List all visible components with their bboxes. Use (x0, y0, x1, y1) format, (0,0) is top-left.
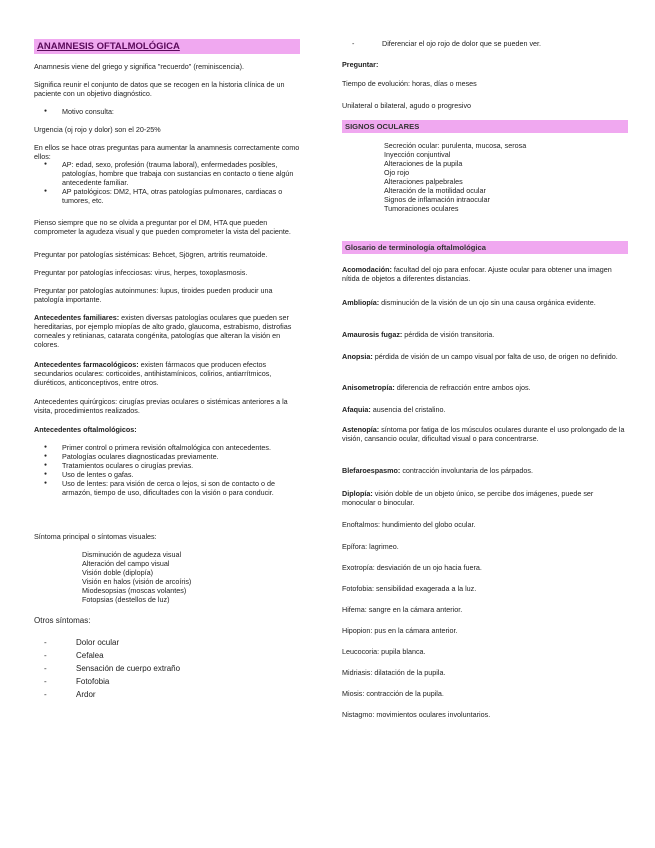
glossary-entry (342, 330, 628, 339)
visual-symptom-list (34, 550, 300, 604)
list-item: Tumoraciones oculares (384, 204, 459, 213)
glossary-definition: pérdida de visión de un campo visual por falta de uso, de origen no definido. (372, 352, 618, 361)
glossary-definition: visión doble de un objeto único, se percibe dos imágenes, puede ser monocular o binocular. (342, 489, 594, 507)
list-item: Ojo rojo (384, 168, 410, 177)
pharma-history-label: Antecedentes farmacológicos: (34, 360, 139, 369)
infectious-text: Preguntar por patologías infecciosas: virus, herpes, toxoplasmosis. (34, 268, 248, 277)
glossary-entry (342, 710, 628, 719)
glossary-term: Diplopía: (342, 489, 373, 498)
glossary-definition: lagrimeo. (367, 542, 399, 551)
other-symptoms-label: Otros síntomas: (34, 616, 91, 625)
glossary-term: Hipopion: (342, 626, 373, 635)
glossary-term: Nistagmo: (342, 710, 375, 719)
evolution-text: Tiempo de evolución: horas, días o meses (342, 79, 477, 88)
glossary-entry (342, 689, 628, 698)
list-item: - Dolor ocular (34, 636, 300, 649)
ask-label: Preguntar: (342, 60, 379, 69)
list-item: Alteraciones de la pupila (384, 159, 463, 168)
glossary-entry (342, 352, 628, 361)
glossary-entry (342, 584, 628, 593)
glossary-term: Midriasis: (342, 668, 373, 677)
glossary-entry (342, 466, 628, 475)
list-item: - Sensación de cuerpo extraño (34, 662, 300, 675)
glossary-entry (342, 542, 628, 551)
glossary-entry (342, 383, 628, 392)
ophthalmic-history-label: Antecedentes oftalmológicos: (34, 425, 137, 434)
glossary-term: Amaurosis fugaz: (342, 330, 403, 339)
list-item: Inyección conjuntival (384, 150, 451, 159)
intro-text: Anamnesis viene del griego y significa "recuerdo" (reminiscencia). (34, 62, 245, 71)
reminder-text: Pienso siempre que no se olvida a preguntar por el DM, HTA que pueden comprometer la agudeza visual y que pueden comprometer la vista del paciente. (34, 218, 291, 236)
list-item: ● Primer control o primera revisión oftalmológica con antecedentes. (34, 443, 300, 452)
glossary-header: Glosario de terminología oftalmológica (342, 241, 628, 254)
glossary-definition: sangre en la cámara anterior. (366, 605, 463, 614)
glossary-entry (342, 265, 628, 283)
list-item: - Cefalea (34, 649, 300, 662)
definition-text: Significa reunir el conjunto de datos que se recogen en la historia clínica de un paciente con un objetivo diagnóstico. (34, 80, 285, 98)
glossary-term: Blefaroespasmo: (342, 466, 401, 475)
list-item: ● AP: edad, sexo, profesión (trauma laboral), enfermedades posibles, patologías, hombre que trabaja con sustancias en contacto o tiene algún antecedente familiar. (34, 160, 300, 187)
glossary-term: Epífora: (342, 542, 368, 551)
glossary-definition: pérdida de visión transitoria. (402, 330, 495, 339)
ophthalmic-history-list (34, 443, 300, 497)
history-list (34, 160, 300, 205)
signs-header: SIGNOS OCULARES (342, 120, 628, 133)
surgical-history-text: Antecedentes quirúrgicos: cirugías previas oculares o sistémicas anteriores a la visita, procedimientos realizados. (34, 397, 288, 415)
list-item: Alteración de la motilidad ocular (384, 186, 486, 195)
glossary-definition: pus en la cámara anterior. (372, 626, 458, 635)
list-item: Signos de inflamación intraocular (384, 195, 490, 204)
glossary-term: Afaquia: (342, 405, 371, 414)
glossary-term: Acomodación: (342, 265, 392, 274)
glossary-term: Enoftalmos: (342, 520, 380, 529)
glossary-term: Leucocoria: (342, 647, 380, 656)
glossary-definition: sensibilidad exagerada a la luz. (373, 584, 477, 593)
glossary-entry (342, 425, 628, 443)
glossary-definition: pupila blanca. (379, 647, 426, 656)
autoimmune-text: Preguntar por patologías autoinmunes: lupus, tiroides pueden producir una patología importante. (34, 286, 273, 304)
list-item: - Fotofobia (34, 675, 300, 688)
glossary-definition: hundimiento del globo ocular. (379, 520, 476, 529)
list-item: ● Uso de lentes: para visión de cerca o lejos, si son de contacto o de armazón, tiempo de uso, dificultades con la visión o para conducir. (34, 479, 300, 497)
glossary-entry (342, 626, 628, 635)
glossary-term: Exotropía: (342, 563, 375, 572)
glossary-term: Anopsia: (342, 352, 373, 361)
systemic-text: Preguntar por patologías sistémicas: Behcet, Sjögren, artritis reumatoide. (34, 250, 268, 259)
glossary-term: Miosis: (342, 689, 365, 698)
motivo-item: ● Motivo consulta: (34, 107, 300, 116)
list-item: ● Patologías oculares diagnosticadas previamente. (34, 452, 300, 461)
other-symptom-list (34, 636, 300, 701)
list-item: Miodesopsias (moscas volantes) (82, 586, 187, 595)
list-item: Visión doble (diplopía) (82, 568, 153, 577)
list-item: Alteración del campo visual (82, 559, 170, 568)
glossary-definition: disminución de la visión de un ojo sin una causa orgánica evidente. (379, 298, 596, 307)
glossary-entry (342, 489, 628, 507)
main-symptom-label: Síntoma principal o síntomas visuales: (34, 532, 157, 541)
pharma-history-body: existen fármacos que producen efectos secundarios oculares: corticoides, antihistamínicos, colirios, antiarrítmicos, diuréticos, anticonceptivos, entre otros. (34, 360, 272, 387)
list-item: - Diferenciar el ojo rojo de dolor que se pueden ver. (342, 39, 628, 48)
list-item: ● Uso de lentes o gafas. (34, 470, 300, 479)
glossary-entry (342, 298, 628, 307)
glossary-term: Ambliopía: (342, 298, 380, 307)
page-title: ANAMNESIS OFTALMOLÓGICA (34, 39, 300, 54)
glossary-definition: contracción de la pupila. (364, 689, 444, 698)
list-item: Alteraciones palpebrales (384, 177, 463, 186)
list-item: Secreción ocular: purulenta, mucosa, serosa (384, 141, 527, 150)
glossary-definition: dilatación de la pupila. (372, 668, 446, 677)
list-item: ● Tratamientos oculares o cirugías previas. (34, 461, 300, 470)
glossary-definition: movimientos oculares involuntarios. (374, 710, 491, 719)
glossary-definition: ausencia del cristalino. (370, 405, 446, 414)
pharma-history-text (34, 360, 300, 387)
glossary-term: Astenopía: (342, 425, 380, 434)
list-item: Visión en halos (visión de arcoíris) (82, 577, 192, 586)
red-eye-list (342, 39, 628, 48)
glossary-entry (342, 605, 628, 614)
urgency-text: Urgencia (oj rojo y dolor) son el 20-25% (34, 125, 161, 134)
glossary-entry (342, 668, 628, 677)
list-item: ● AP patológicos: DM2, HTA, otras patologías pulmonares, cardiacas o tumores, etc. (34, 187, 300, 205)
glossary-term: Fotofobia: (342, 584, 374, 593)
glossary-entry (342, 520, 628, 529)
glossary-term: Anisometropía: (342, 383, 395, 392)
family-history-body: existen diversas patologías oculares que pueden ser hereditarias, por ejemplo miopías de alto grado, glaucoma, estrabismo, distrofias corneales y retinianas, catarata congénita, patologías que alteran la visión en colores. (34, 313, 292, 349)
family-history-label: Antecedentes familiares: (34, 313, 120, 322)
glossary-entry (342, 405, 628, 414)
glossary-definition: síntoma por fatiga de los músculos oculares durante el uso prolongado de la visión, cansancio ocular, dificultad visual o para concentrarse. (342, 425, 625, 443)
glossary-entry (342, 563, 628, 572)
motivo-list (34, 107, 300, 116)
questions-text: En ellos se hace otras preguntas para aumentar la anamnesis correctamente como ellos: (34, 143, 300, 161)
family-history-text (34, 313, 300, 349)
laterality-text: Unilateral o bilateral, agudo o progresivo (342, 101, 472, 110)
list-item: Disminución de agudeza visual (82, 550, 182, 559)
list-item: - Ardor (34, 688, 300, 701)
glossary-definition: desviación de un ojo hacia fuera. (374, 563, 482, 572)
glossary-definition: diferencia de refracción entre ambos ojos. (394, 383, 531, 392)
glossary-definition: facultad del ojo para enfocar. Ajuste ocular para obtener una imagen nítida de objetos a diferentes distancias. (342, 265, 612, 283)
ocular-signs-list (342, 141, 628, 213)
glossary-entry (342, 647, 628, 656)
list-item: Fotopsias (destellos de luz) (82, 595, 170, 604)
glossary-definition: contracción involuntaria de los párpados. (400, 466, 533, 475)
glossary-term: Hifema: (342, 605, 367, 614)
